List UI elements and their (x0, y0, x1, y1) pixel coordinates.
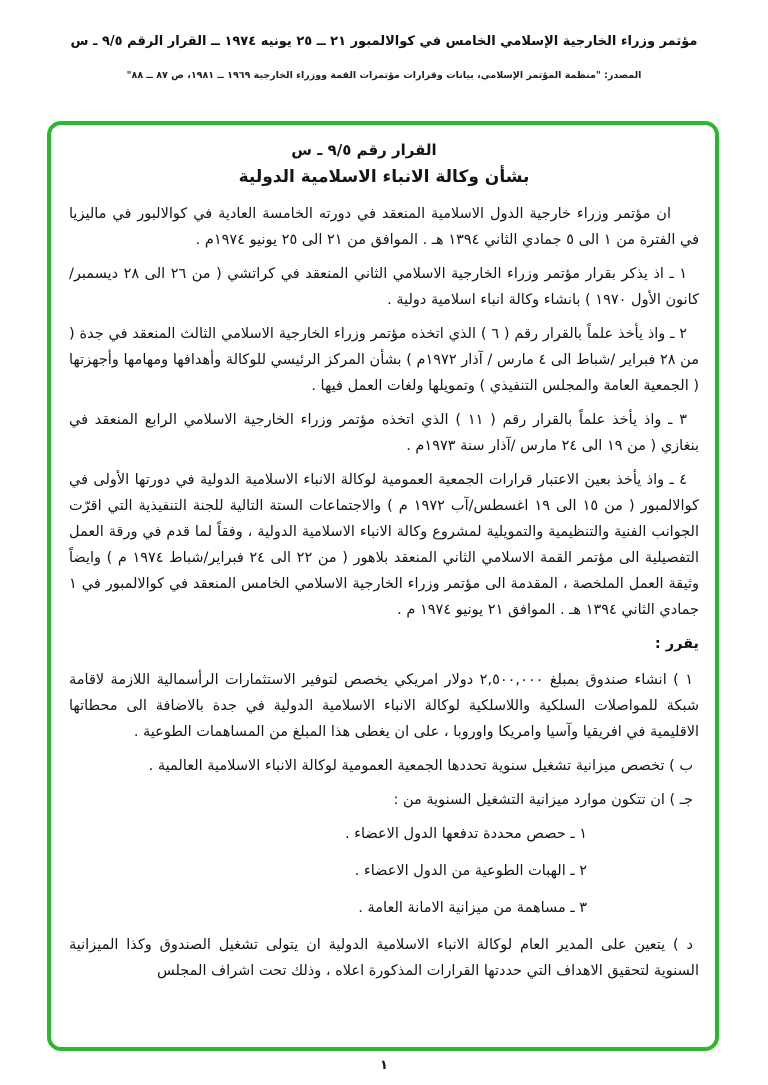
page-number: ١ (380, 1058, 388, 1073)
conference-header-line: مؤتمر وزراء الخارجية الإسلامي الخامس في كوالالمبور ٢١ ــ ٢٥ يونيه ١٩٧٤ ــ القرار الرقم ٩/٥ ـ س (70, 34, 698, 49)
paragraph-clause-4: ٤ ـ واذ يأخذ بعين الاعتبار قرارات الجمعية العمومية لوكالة الانباء الاسلامية الدولية في دورتها الأولى في كوالالمبور ( من ١٥ الى ١٩ اغسطس/آب ١٩٧٢ م ) والاجتماعات الستة التالية للجنة التنفيذية التي اقرّت الجوانب الفنية والتنظيمية والتمويلية لمشروع وكالة الانباء الاسلامية الدولية ، وفقاً لما قدم في ورقة العمل التفصيلية الى مؤتمر القمة الاسلامي الثاني المنعقد بلاهور ( من ٢٢ الى ٢٤ فبراير/شباط ١٩٧٤ م ) وايضاً وثيقة العمل الملخصة ، المقدمة الى مؤتمر وزراء الخارجية الاسلامي الخامس المنعقد في كوالالمبور في ١ جمادي الثاني ١٣٩٤ هـ . الموافق ٢١ يونيو ١٩٧٤ م . (69, 472, 699, 618)
paragraph-item-1: ١ ) انشاء صندوق بمبلغ ٢,٥٠٠,٠٠٠ دولار امريكي يخصص لتوفير الاستثمارات الرأسمالية اللازمة لاقامة شبكة للمواصلات السلكية واللاسلكية لوكالة الانباء الاسلامية الدولية في جدة بالاضافة الى محطاتها الاقليمية في افريقيا وآسيا وامريكا واوروبا ، على ان يغطى هذا المبلغ من المساهمات الطوعية . (69, 672, 699, 740)
paragraph-item-d: د ) يتعين على المدير العام لوكالة الانباء الاسلامية الدولية ان يتولى تشغيل الصندوق وكذا الميزانية السنوية لتحقيق الاهداف التي حددتها القرارات المذكورة اعلاه ، وذلك تحت اشراف المجلس (69, 937, 699, 979)
paragraph-subitem-2: ٢ ـ الهبات الطوعية من الدول الاعضاء . (354, 863, 587, 879)
paragraph-subitem-1: ١ ـ حصص محددة تدفعها الدول الاعضاء . (344, 826, 587, 842)
paragraph-clause-2: ٢ ـ واذ يأخذ علماً بالقرار رقم ( ٦ ) الذي اتخذه مؤتمر وزراء الخارجية الاسلامي الثالث المنعقد في جدة ( من ٢٨ فبراير /شباط الى ٤ مارس / آذار ١٩٧٢م ) بشأن المركز الرئيسي للوكالة وأهدافها ومهامها وأجهزتها ( الجمعية العامة والمجلس التنفيذي ) وتمويلها ولغات العمل فيها . (69, 326, 699, 394)
paragraph-clause-1: ١ ـ اذ يذكر بقرار مؤتمر وزراء الخارجية الاسلامي الثاني المنعقد في كراتشي ( من ٢٦ الى ٢٨ ديسمبر/ كانون الأول ١٩٧٠ ) بانشاء وكالة انباء اسلامية دولية . (69, 266, 699, 308)
resolution-subject-title: بشأن وكالة الانباء الاسلامية الدولية (238, 167, 530, 187)
paragraph-item-b: ب ) تخصص ميزانية تشغيل سنوية تحددها الجمعية العمومية لوكالة الانباء الاسلامية العالمية . (148, 758, 693, 774)
paragraph-item-j: جـ ) ان تتكون موارد ميزانية التشغيل السنوية من : (393, 792, 693, 808)
resolution-number-title: القرار رقم ٩/٥ ـ س (291, 141, 437, 159)
paragraph-decree-lead: يقرر : (654, 636, 699, 652)
paragraph-subitem-3: ٣ ـ مساهمة من ميزانية الامانة العامة . (358, 900, 587, 916)
paragraph-preamble: ان مؤتمر وزراء خارجية الدول الاسلامية المنعقد في دورته الخامسة العادية في كوالالبور في ماليزيا في الفترة من ١ الى ٥ جمادي الثاني ١٣٩٤ هـ . الموافق من ٢١ الى ٢٥ يونيو ١٩٧٤م . (69, 206, 699, 248)
source-citation-line: المصدر: "منظمة المؤتمر الإسلامي، بيانات وقرارات مؤتمرات القمة ووزراء الخارجية ١٩٦٩ ــ ١٩٨١، ص ٨٧ ــ ٨٨" (126, 70, 642, 81)
paragraph-clause-3: ٣ ـ واذ يأخذ علماً بالقرار رقم ( ١١ ) الذي اتخذه مؤتمر وزراء الخارجية الاسلامي الرابع المنعقد في بنغازي ( من ١٩ الى ٢٤ مارس /آذار سنة ١٩٧٣م . (69, 412, 699, 454)
resolution-frame (47, 121, 719, 1051)
